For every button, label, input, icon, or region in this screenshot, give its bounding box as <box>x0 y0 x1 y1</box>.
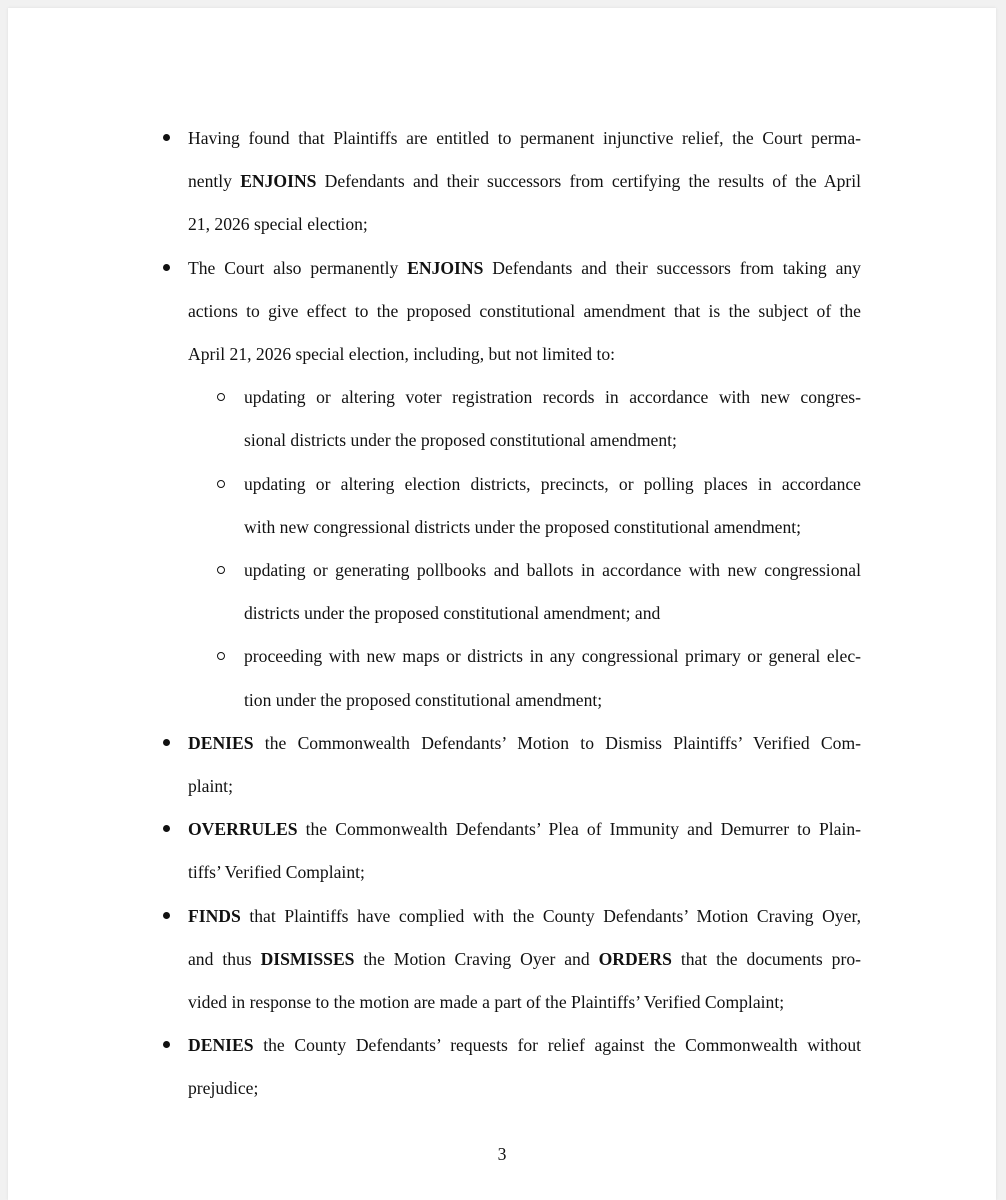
order-item-line: actions to give effect to the proposed constitutional amendment that is the subject of the <box>188 300 861 321</box>
order-item-line: DENIES the County Defendants’ requests for relief against the Commonwealth without <box>188 1035 861 1056</box>
order-item-line: tiffs’ Verified Complaint; <box>188 862 365 883</box>
bold-directive: OVERRULES <box>188 819 298 840</box>
bold-directive: ENJOINS <box>240 171 317 192</box>
hollow-bullet-icon <box>217 652 225 660</box>
bullet-icon <box>163 912 170 919</box>
order-item-line: and thus DISMISSES the Motion Craving Oyer and ORDERS that the documents pro- <box>188 948 861 969</box>
order-item-line: The Court also permanently ENJOINS Defendants and their successors from taking any <box>188 257 861 278</box>
bullet-icon <box>163 825 170 832</box>
bold-directive: ORDERS <box>598 948 672 969</box>
sub-item-line: updating or altering voter registration records in accordance with new congres- <box>244 387 861 408</box>
order-item-line: DENIES the Commonwealth Defendants’ Motion to Dismiss Plaintiffs’ Verified Com- <box>188 732 861 753</box>
sub-item-line: with new congressional districts under the proposed constitutional amendment; <box>244 516 802 537</box>
order-item-line: plaint; <box>188 776 233 796</box>
order-item-line: OVERRULES the Commonwealth Defendants’ Plea of Immunity and Demurrer to Plain- <box>188 819 861 840</box>
sub-item-line: districts under the proposed constitutional amendment; and <box>244 603 661 624</box>
bold-directive: FINDS <box>188 905 241 926</box>
bullet-icon <box>163 739 170 746</box>
page-number: 3 <box>497 1144 507 1164</box>
order-item-line: vided in response to the motion are made a part of the Plaintiffs’ Verified Complaint; <box>188 992 785 1012</box>
hollow-bullet-icon <box>217 480 225 488</box>
order-item-line: 21, 2026 special election; <box>188 214 368 235</box>
bold-directive: DENIES <box>188 1035 254 1056</box>
order-item-line: April 21, 2026 special election, including, but not limited to: <box>188 344 616 364</box>
bullet-icon <box>163 134 170 141</box>
sub-item-line: sional districts under the proposed constitutional amendment; <box>244 430 677 451</box>
sub-item-line: updating or generating pollbooks and ballots in accordance with new congressional <box>244 560 861 580</box>
sub-item-line: updating or altering election districts, precincts, or polling places in accordance <box>244 473 861 494</box>
order-item-line: prejudice; <box>188 1078 259 1099</box>
hollow-bullet-icon <box>217 566 225 574</box>
bold-directive: DISMISSES <box>260 948 355 969</box>
sub-item-line: tion under the proposed constitutional amendment; <box>244 689 603 710</box>
bold-directive: DENIES <box>188 732 254 753</box>
document-page <box>8 8 996 1200</box>
bold-directive: ENJOINS <box>407 257 484 278</box>
bullet-icon <box>163 264 170 271</box>
order-item-line: Having found that Plaintiffs are entitled to permanent injunctive relief, the Court perma- <box>188 128 861 148</box>
sub-item-line: proceeding with new maps or districts in any congressional primary or general elec- <box>244 646 861 667</box>
order-item-line: nently ENJOINS Defendants and their successors from certifying the results of the April <box>188 171 862 192</box>
order-item-line: FINDS that Plaintiffs have complied with the County Defendants’ Motion Craving Oyer, <box>188 905 861 926</box>
hollow-bullet-icon <box>217 393 225 401</box>
bullet-icon <box>163 1041 170 1048</box>
